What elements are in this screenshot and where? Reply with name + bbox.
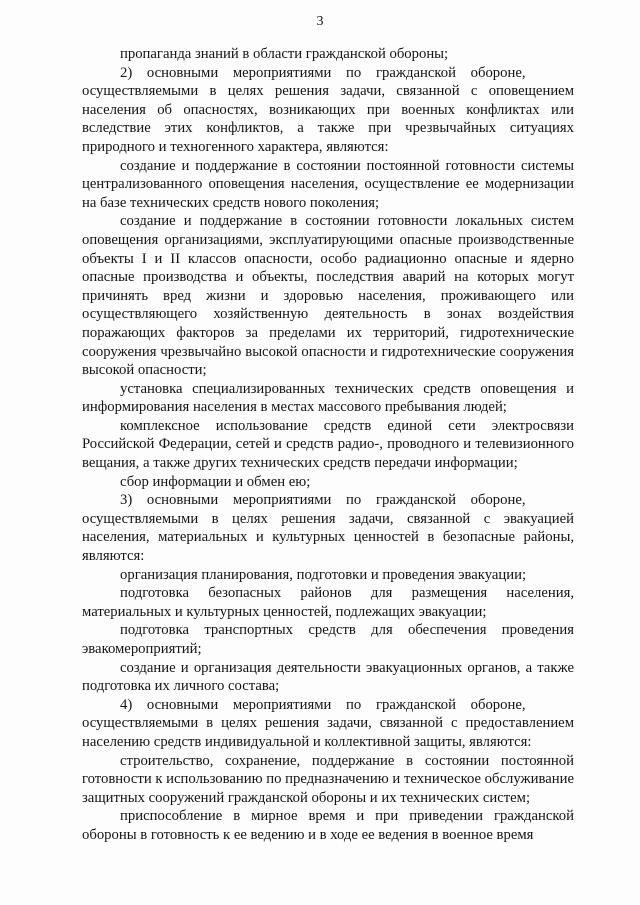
paragraph-mass-gathering-notification: установка специализированных технических средств оповещения и информирования населения в местах массового пребывания людей;: [82, 380, 574, 416]
paragraph-information-exchange: сбор информации и обмен ею;: [120, 473, 311, 490]
paragraph-transport-preparation: подготовка транспортных средств для обеспечения проведения эвакомероприятий;: [82, 622, 574, 657]
paragraph-evacuation-planning: организация планирования, подготовки и проведения эвакуации;: [120, 566, 527, 583]
paragraph-local-notification-systems: создание и поддержание в состоянии готовности локальных систем оповещения организациями, эксплуатирующими опасные производственные объекты I и II классов опасности, особо радиационно опасные и ядерно опасные производства и объекты, последствия аварий на которых могут причинять вред жизни и здоровью населения, проживающего или осуществляющего хозяйственную деятельность в зонах воздействия поражающих факторов за пределами их территорий, гидротехнические сооружения чрезвычайно высокой опасности и гидротехнические сооружения высокой опасности;: [82, 213, 574, 379]
document-body: [82, 45, 574, 845]
paragraph-item-3-evacuation: 3) основными мероприятиями по гражданской обороне, осуществляемыми в целях решения задачи, связанной с эвакуацией населения, материальных и культурных ценностей в безопасные районы, являются:: [82, 492, 574, 565]
paragraph-evacuation-bodies: создание и организация деятельности эвакуационных органов, а также подготовка их личного состава;: [82, 659, 574, 695]
paragraph-telecom-network-usage: комплексное использование средств единой сети электросвязи Российской Федерации, сетей и средств радио-, проводного и телевизионного вещания, а также других технических средств передачи информации;: [82, 417, 574, 472]
paragraph-civil-defense-propaganda: пропаганда знаний в области гражданской обороны;: [120, 46, 449, 62]
paragraph-item-2-notification: 2) основными мероприятиями по гражданской обороне, осуществляемыми в целях решения задачи, связанной с оповещением населения об опасностях, возникающих при военных конфликтах или вследствие этих конфликтов, а также при чрезвычайных ситуациях природного и техногенного характера, являются:: [82, 64, 574, 155]
paragraph-shelter-construction: строительство, сохранение, поддержание в состоянии постоянной готовности к использованию по предназначению и техническое обслуживание защитных сооружений гражданской обороны и их технических систем;: [82, 752, 574, 806]
paragraph-peacetime-adaptation: приспособление в мирное время и при приведении гражданской обороны в готовность к ее ведению и в ходе ее ведения в военное время: [82, 808, 574, 843]
paragraph-central-notification-system: создание и поддержание в состоянии постоянной готовности системы централизованного оповещения населения, осуществление ее модернизации на базе технических средств нового поколения;: [82, 157, 574, 211]
paragraph-item-4-protection: 4) основными мероприятиями по гражданской обороне, осуществляемыми в целях решения задачи, связанной с предоставлением населению средств индивидуальной и коллективной защиты, являются:: [82, 696, 574, 750]
page-number: 3: [316, 14, 324, 29]
paragraph-safe-areas: подготовка безопасных районов для размещения населения, материальных и культурных ценностей, подлежащих эвакуации;: [82, 585, 574, 620]
